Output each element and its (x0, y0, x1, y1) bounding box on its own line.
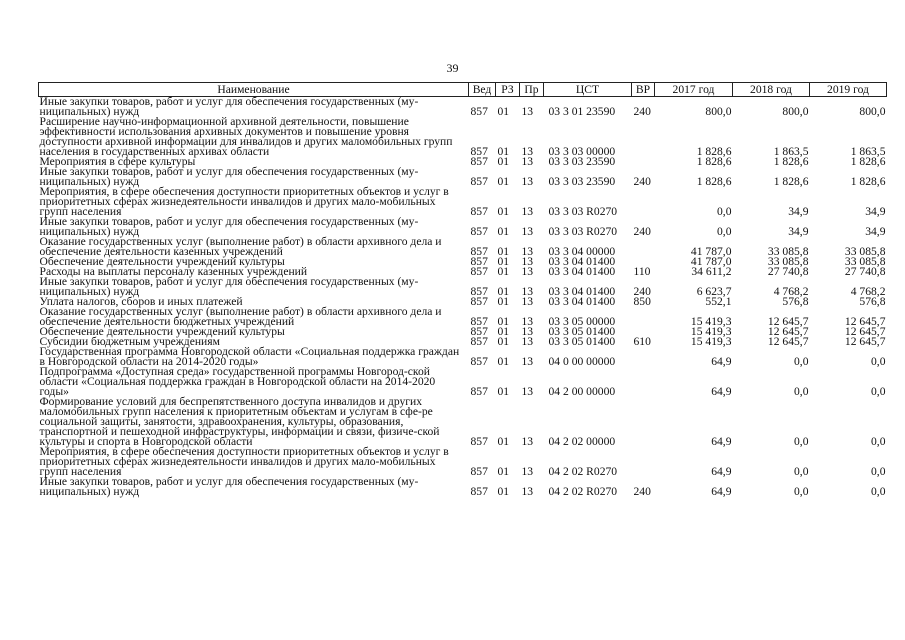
row-cst: 03 3 04 00000 (548, 245, 616, 258)
row-vr: 850 (633, 295, 651, 308)
row-ved: 857 (470, 325, 488, 338)
row-cst: 03 3 04 01400 (548, 295, 616, 308)
row-pr: 13 (521, 205, 534, 218)
row-value-2017: 1 828,6 (696, 175, 732, 188)
row-ved: 857 (470, 245, 488, 258)
row-ved: 857 (470, 175, 488, 188)
row-value-2018: 12 645,7 (767, 335, 809, 348)
row-value-2019: 12 645,7 (844, 325, 886, 338)
row-cst: 03 3 03 23590 (548, 175, 616, 188)
row-rz: 01 (497, 175, 510, 188)
row-pr: 13 (521, 315, 534, 328)
table-row (39, 307, 887, 327)
row-rz: 01 (497, 255, 510, 268)
row-name: Иные закупки товаров, работ и услуг для обеспечения государственных (му-ниципальных) нужд (39, 165, 419, 188)
row-pr: 13 (521, 145, 534, 158)
row-vr (632, 367, 655, 397)
row-value-2018: 1 828,6 (773, 155, 809, 168)
table-row (39, 367, 887, 397)
row-value-2018: 34,9 (788, 225, 809, 238)
header-ved: Вед (469, 83, 496, 97)
table-row (39, 97, 887, 118)
row-vr (632, 347, 655, 367)
row-rz: 01 (497, 435, 510, 448)
row-name: Государственная программа Новгородской области «Социальная поддержка граждан в Новгородской области на 2014-2020 годы» (39, 345, 460, 368)
row-value-2018: 27 740,8 (767, 265, 809, 278)
table-row (39, 237, 887, 257)
row-rz: 01 (497, 325, 510, 338)
row-value-2017: 15 419,3 (690, 335, 732, 348)
row-pr: 13 (521, 155, 534, 168)
row-value-2017: 1 828,6 (696, 145, 732, 158)
row-value-2018: 0,0 (794, 435, 809, 448)
row-vr: 240 (633, 175, 651, 188)
row-ved: 857 (470, 265, 488, 278)
row-value-2018: 33 085,8 (767, 255, 809, 268)
row-cst: 04 2 02 00000 (548, 435, 616, 448)
row-value-2017: 15 419,3 (690, 315, 732, 328)
row-cst: 04 2 00 00000 (548, 385, 616, 398)
row-pr: 13 (521, 465, 534, 478)
row-ved: 857 (470, 145, 488, 158)
row-pr: 13 (521, 175, 534, 188)
table-row (39, 217, 887, 237)
row-vr: 240 (633, 105, 651, 118)
row-rz: 01 (497, 295, 510, 308)
header-2018: 2018 год (733, 83, 810, 97)
row-ved: 857 (470, 285, 488, 298)
row-value-2017: 1 828,6 (696, 155, 732, 168)
row-vr (632, 187, 655, 217)
row-rz: 01 (497, 145, 510, 158)
row-value-2019: 0,0 (871, 485, 886, 498)
row-pr: 13 (521, 265, 534, 278)
header-2019: 2019 год (810, 83, 887, 97)
row-value-2017: 64,9 (711, 355, 732, 368)
row-value-2017: 34 611,2 (691, 265, 732, 278)
row-value-2018: 33 085,8 (767, 245, 809, 258)
row-value-2018: 0,0 (794, 485, 809, 498)
row-cst: 03 3 04 01400 (548, 255, 616, 268)
table-row (39, 167, 887, 187)
row-cst: 04 0 00 00000 (548, 355, 616, 368)
row-value-2019: 34,9 (865, 225, 886, 238)
row-ved: 857 (470, 155, 488, 168)
row-cst: 03 3 05 01400 (548, 335, 616, 348)
row-value-2019: 0,0 (871, 385, 886, 398)
row-value-2018: 0,0 (794, 385, 809, 398)
table-row (39, 117, 887, 157)
table-row (39, 447, 887, 477)
row-rz: 01 (497, 155, 510, 168)
row-pr: 13 (521, 245, 534, 258)
row-name: Иные закупки товаров, работ и услуг для обеспечения государственных (му-ниципальных) нужд (39, 95, 419, 118)
row-name: Расходы на выплаты персоналу казенных учреждений (39, 265, 308, 278)
row-ved: 857 (470, 485, 488, 498)
row-pr: 13 (521, 225, 534, 238)
row-pr: 13 (521, 295, 534, 308)
row-value-2018: 12 645,7 (767, 325, 809, 338)
row-rz: 01 (497, 205, 510, 218)
row-value-2019: 34,9 (865, 205, 886, 218)
row-vr (632, 117, 655, 157)
row-pr: 13 (521, 485, 534, 498)
row-value-2017: 0,0 (717, 205, 732, 218)
row-value-2018: 12 645,7 (767, 315, 809, 328)
row-value-2017: 64,9 (711, 485, 732, 498)
row-name: Мероприятия, в сфере обеспечения доступности приоритетных объектов и услуг в приоритетных сферах жизнедеятельности инвалидов и других мало-мобильных групп населения (39, 445, 449, 478)
row-value-2019: 33 085,8 (844, 255, 886, 268)
row-ved: 857 (470, 435, 488, 448)
row-pr: 13 (521, 285, 534, 298)
row-vr (632, 397, 655, 447)
row-cst: 03 3 03 R0270 (548, 225, 618, 238)
row-pr: 13 (521, 105, 534, 118)
row-ved: 857 (470, 205, 488, 218)
row-value-2019: 1 828,6 (850, 175, 886, 188)
row-value-2019: 0,0 (871, 435, 886, 448)
row-rz: 01 (497, 465, 510, 478)
row-ved: 857 (470, 105, 488, 118)
row-value-2017: 64,9 (711, 435, 732, 448)
header-pr: Пр (520, 83, 544, 97)
row-value-2019: 33 085,8 (844, 245, 886, 258)
header-2017: 2017 год (655, 83, 733, 97)
row-value-2017: 41 787,0 (690, 245, 732, 258)
row-vr: 610 (633, 335, 651, 348)
row-cst: 03 3 03 00000 (548, 145, 616, 158)
row-name: Подпрограмма «Доступная среда» государственной программы Новгород-ской области «Социальная поддержка граждан в Новгородской области на 2014-2020 годы» (39, 365, 436, 398)
row-ved: 857 (470, 335, 488, 348)
table-row (39, 347, 887, 367)
row-value-2017: 800,0 (705, 105, 732, 118)
row-rz: 01 (497, 335, 510, 348)
row-pr: 13 (521, 435, 534, 448)
row-rz: 01 (497, 245, 510, 258)
row-name: Мероприятия, в сфере обеспечения доступности приоритетных объектов и услуг в приоритетных сферах жизнедеятельности инвалидов и других мало-мобильных групп населения (39, 185, 449, 218)
row-ved: 857 (470, 225, 488, 238)
row-cst: 03 3 04 01400 (548, 265, 616, 278)
row-value-2018: 4 768,2 (773, 285, 809, 298)
row-cst: 03 3 01 23590 (548, 105, 616, 118)
header-cst: ЦСТ (544, 83, 632, 97)
page-number: 39 (446, 61, 459, 75)
table-body (39, 97, 887, 498)
row-name: Субсидии бюджетным учреждениям (39, 335, 220, 348)
row-value-2017: 64,9 (711, 385, 732, 398)
row-value-2019: 12 645,7 (844, 335, 886, 348)
row-rz: 01 (497, 315, 510, 328)
row-vr: 240 (633, 225, 651, 238)
row-rz: 01 (497, 265, 510, 278)
row-rz: 01 (497, 485, 510, 498)
row-value-2018: 0,0 (794, 465, 809, 478)
row-value-2019: 0,0 (871, 355, 886, 368)
row-value-2018: 34,9 (788, 205, 809, 218)
row-value-2017: 15 419,3 (690, 325, 732, 338)
row-vr (632, 307, 655, 327)
row-value-2018: 576,8 (782, 295, 809, 308)
row-value-2018: 800,0 (782, 105, 809, 118)
row-pr: 13 (521, 325, 534, 338)
row-value-2019: 12 645,7 (844, 315, 886, 328)
row-value-2019: 0,0 (871, 465, 886, 478)
row-value-2018: 1 863,5 (773, 145, 809, 158)
row-ved: 857 (470, 255, 488, 268)
row-cst: 04 2 02 R0270 (548, 485, 618, 498)
row-cst: 03 3 04 01400 (548, 285, 616, 298)
row-vr (632, 447, 655, 477)
row-value-2017: 41 787,0 (690, 255, 732, 268)
row-name: Расширение научно-информационной архивной деятельности, повышение эффективности использования архивных документов и повышение уровня доступности архивной информации для инвалидов и других маломобильных групп населения в государственных архивах области (39, 115, 453, 158)
row-vr: 240 (633, 285, 651, 298)
row-rz: 01 (497, 285, 510, 298)
row-ved: 857 (470, 355, 488, 368)
budget-table (38, 82, 887, 497)
row-vr (632, 237, 655, 257)
row-rz: 01 (497, 225, 510, 238)
row-value-2019: 800,0 (859, 105, 886, 118)
row-cst: 03 3 05 00000 (548, 315, 616, 328)
row-cst: 04 2 02 R0270 (548, 465, 618, 478)
row-ved: 857 (470, 315, 488, 328)
table-row (39, 187, 887, 217)
row-name: Оказание государственных услуг (выполнение работ) в области архивного дела и обеспечение деятельности бюджетных учреждений (39, 305, 442, 328)
row-name: Мероприятия в сфере культуры (39, 155, 196, 168)
row-rz: 01 (497, 385, 510, 398)
row-rz: 01 (497, 105, 510, 118)
row-value-2018: 0,0 (794, 355, 809, 368)
row-ved: 857 (470, 385, 488, 398)
table-row (39, 277, 887, 297)
row-name: Обеспечение деятельности учреждений культуры (39, 255, 285, 268)
row-value-2019: 576,8 (859, 295, 886, 308)
row-pr: 13 (521, 335, 534, 348)
row-value-2017: 552,1 (705, 295, 732, 308)
table-row (39, 397, 887, 447)
row-value-2017: 0,0 (717, 225, 732, 238)
row-cst: 03 3 03 R0270 (548, 205, 618, 218)
row-pr: 13 (521, 255, 534, 268)
row-value-2019: 27 740,8 (844, 265, 886, 278)
header-name: Наименование (39, 83, 469, 97)
row-vr: 240 (633, 485, 651, 498)
row-name: Иные закупки товаров, работ и услуг для обеспечения государственных (му-ниципальных) нужд (39, 475, 419, 498)
row-ved: 857 (470, 465, 488, 478)
row-value-2017: 6 623,7 (696, 285, 732, 298)
row-value-2019: 4 768,2 (850, 285, 886, 298)
row-pr: 13 (521, 385, 534, 398)
row-vr (632, 157, 655, 167)
row-name: Иные закупки товаров, работ и услуг для обеспечения государственных (му-ниципальных) нужд (39, 275, 419, 298)
row-value-2018: 1 828,6 (773, 175, 809, 188)
row-name: Иные закупки товаров, работ и услуг для обеспечения государственных (му-ниципальных) нужд (39, 215, 419, 238)
row-vr: 110 (633, 265, 651, 278)
table-row (39, 477, 887, 497)
row-name: Уплата налогов, сборов и иных платежей (39, 295, 243, 308)
row-cst: 03 3 03 23590 (548, 155, 616, 168)
row-name: Формирование условий для беспрепятственного доступа инвалидов и других маломобильных групп населения к приоритетным объектам и услугам в сфе-ре социальной защиты, занятости, здравоохранения, культуры, образования, транспортной и пешеходной инфраструктуры, информации и связи, физиче-ской культуры и спорта в Новгородской области (39, 395, 440, 448)
row-value-2019: 1 828,6 (850, 155, 886, 168)
row-ved: 857 (470, 295, 488, 308)
row-value-2019: 1 863,5 (850, 145, 886, 158)
row-cst: 03 3 05 01400 (548, 325, 616, 338)
header-rz: РЗ (496, 83, 520, 97)
row-rz: 01 (497, 355, 510, 368)
row-value-2017: 64,9 (711, 465, 732, 478)
header-vr: ВР (632, 83, 655, 97)
row-name: Обеспечение деятельности учреждений культуры (39, 325, 285, 338)
row-pr: 13 (521, 355, 534, 368)
row-name: Оказание государственных услуг (выполнение работ) в области архивного дела и обеспечение деятельности казенных учреждений (39, 235, 442, 258)
